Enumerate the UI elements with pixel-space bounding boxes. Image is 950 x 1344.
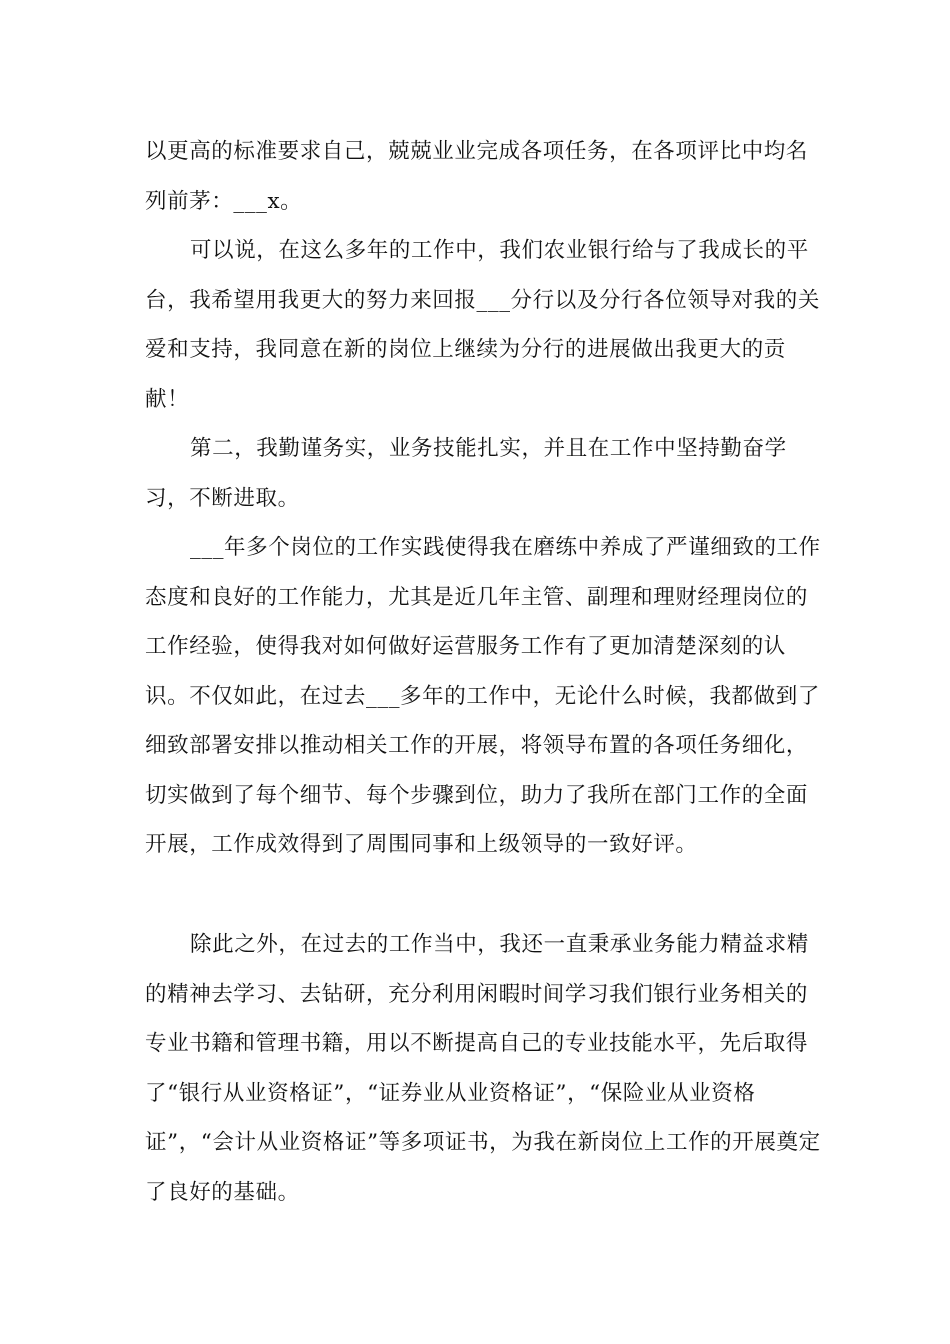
paragraph-2: 可以说，在这么多年的工作中，我们农业银行给与了我成长的平台，我希望用我更大的努力来回报___分行以及分行各位领导对我的关爱和支持，我同意在新的岗位上继续为分行的进展做出我更大的贡献！ (145, 238, 820, 412)
paragraph-5: 除此之外，在过去的工作当中，我还一直秉承业务能力精益求精的精神去学习、去钻研，充分利用闲暇时间学习我们银行业务相关的专业书籍和管理书籍，用以不断提高自己的专业技能水平，先后取得了“银行从业资格证”，“证券业从业资格证”，“保险业从业资格证”，“会计从业资格证”等多项证书，为我在新岗位上工作的开展奠定了良好的基础。 (145, 932, 821, 1205)
paragraph-4: ___年多个岗位的工作实践使得我在磨练中养成了严谨细致的工作态度和良好的工作能力，尤其是近几年主管、副理和理财经理岗位的工作经验，使得我对如何做好运营服务工作有了更加清楚深刻的认识。不仅如此，在过去___多年的工作中，无论什么时候，我都做到了细致部署安排以推动相关工作的开展，将领导布置的各项任务细化，切实做到了每个细节、每个步骤到位，助力了我所在部门工作的全面开展，工作成效得到了周围同事和上级领导的一致好评。 (145, 535, 821, 857)
paragraph-1: 以更高的标准要求自己，兢兢业业完成各项任务，在各项评比中均名列前茅：___x。 (145, 139, 809, 214)
paragraph-3: 第二，我勤谨务实，业务技能扎实，并且在工作中坚持勤奋学习，不断进取。 (145, 436, 787, 511)
